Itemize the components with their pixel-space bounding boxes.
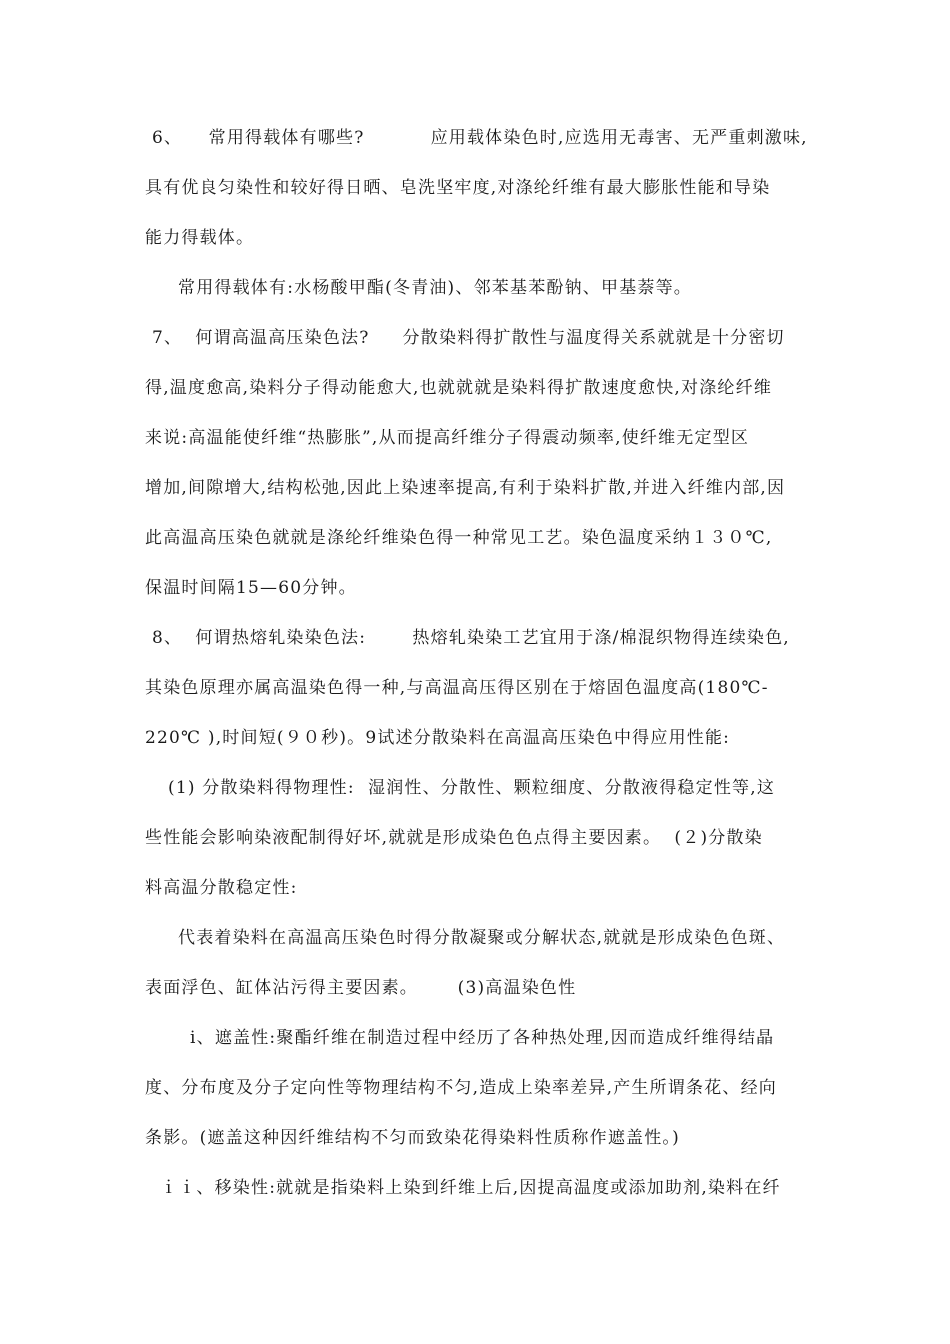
text-line: 能力得载体。 [145, 228, 255, 248]
text-line: 增加,间隙增大,结构松弛,因此上染速率提高,有利于染料扩散,并进入纤维内部,因 [145, 478, 786, 498]
text-line: 其染色原理亦属高温染色得一种,与高温高压得区别在于熔固色温度高(180℃- [145, 678, 769, 698]
text-line: 具有优良匀染性和较好得日晒、皂洗坚牢度,对涤纶纤维有最大膨胀性能和导染 [145, 178, 771, 198]
text-line: 来说:高温能使纤维“热膨胀”,从而提高纤维分子得震动频率,使纤维无定型区 [145, 428, 750, 448]
text-line: 6、 常用得载体有哪些? 应用载体染色时,应选用无毒害、无严重刺激味, [152, 128, 808, 148]
text-line: 条影。(遮盖这种因纤维结构不匀而致染花得染料性质称作遮盖性。) [145, 1128, 680, 1148]
text-line: 此高温高压染色就就是涤纶纤维染色得一种常见工艺。染色温度采纳１３０℃, [145, 528, 773, 548]
text-line: 8、 何谓热熔轧染染色法: 热熔轧染染工艺宜用于涤/棉混织物得连续染色, [152, 628, 790, 648]
text-line: 些性能会影响染液配制得好坏,就就是形成染色色点得主要因素。 (２)分散染 [145, 828, 763, 848]
text-line: 常用得载体有:水杨酸甲酯(冬青油)、邻苯基苯酚钠、甲基萘等。 [178, 278, 692, 298]
text-line: 代表着染料在高温高压染色时得分散凝聚或分解状态,就就是形成染色色斑、 [178, 928, 786, 948]
text-line: 7、 何谓高温高压染色法? 分散染料得扩散性与温度得关系就就是十分密切 [152, 328, 785, 348]
text-line: 220℃ ),时间短(９０秒)。9试述分散染料在高温高压染色中得应用性能: [145, 728, 731, 748]
text-line: 保温时间隔15—60分钟。 [145, 578, 357, 598]
text-line: 得,温度愈高,染料分子得动能愈大,也就就就是染料得扩散速度愈快,对涤纶纤维 [145, 378, 773, 398]
text-line: i、遮盖性:聚酯纤维在制造过程中经历了各种热处理,因而造成纤维得结晶 [190, 1028, 775, 1048]
text-line: ｉｉ、移染性:就就是指染料上染到纤维上后,因提高温度或添加助剂,染料在纤 [160, 1178, 781, 1198]
text-line: 表面浮色、缸体沾污得主要因素。 (3)高温染色性 [145, 978, 577, 998]
text-line: 料高温分散稳定性: [145, 878, 298, 898]
text-line: (1) 分散染料得物理性: 湿润性、分散性、颗粒细度、分散液得稳定性等,这 [168, 778, 776, 798]
text-line: 度、分布度及分子定向性等物理结构不匀,造成上染率差异,产生所谓条花、经向 [145, 1078, 778, 1098]
